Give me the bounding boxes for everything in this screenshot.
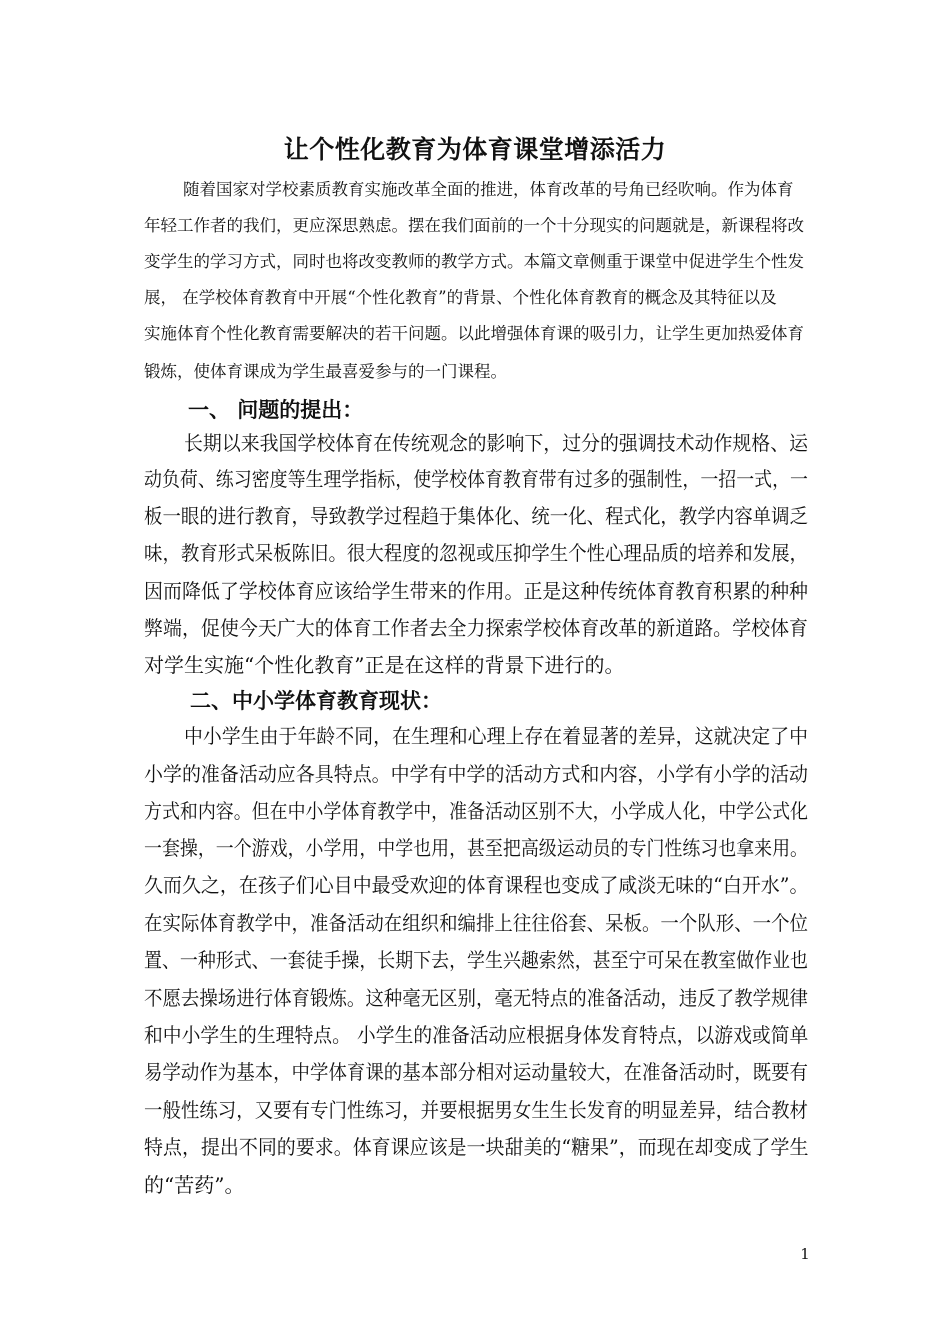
page-number: 1	[800, 1245, 810, 1263]
paragraph-line: 一套操，一个游戏，小学用，中学也用，甚至把高级运动员的专门性练习也拿来用。	[144, 836, 809, 860]
paragraph-line: 一般性练习，又要有专门性练习，并要根据男女生生长发育的明显差异，结合教材	[144, 1098, 808, 1122]
paragraph-line: 实施体育个性化教育需要解决的若干问题。以此增强体育课的吸引力，让学生更加热爱体育	[144, 324, 804, 343]
paragraph-line: 长期以来我国学校体育在传统观念的影响下，过分的强调技术动作规格、运	[184, 431, 809, 455]
paragraph-line: 置、一种形式、一套徒手操，长期下去，学生兴趣索然，甚至宁可呆在教室做作业也	[144, 948, 809, 972]
section-heading-1: 一、 问题的提出：	[188, 397, 364, 422]
paragraph-line: 易学动作为基本，中学体育课的基本部分相对运动量较大，在准备活动时，既要有	[144, 1060, 808, 1084]
paragraph-line: 在实际体育教学中，准备活动在组织和编排上往往俗套、呆板。一个队形、一个位	[144, 911, 808, 935]
paragraph-line: 弊端，促使今天广大的体育工作者去全力探索学校体育改革的新道路。学校体育	[144, 616, 809, 640]
paragraph-line: 因而降低了学校体育应该给学生带来的作用。正是这种传统体育教育积累的种种	[144, 579, 809, 603]
paragraph-line: 锻炼，使体育课成为学生最喜爱参与的一门课程。	[144, 362, 507, 381]
paragraph-line: 年轻工作者的我们，更应深思熟虑。摆在我们面前的一个十分现实的问题就是，新课程将改	[144, 216, 804, 235]
paragraph-line: 不愿去操场进行体育锻炼。这种毫无区别，毫无特点的准备活动，违反了教学规律	[144, 986, 808, 1010]
paragraph-line: 动负荷、练习密度等生理学指标，使学校体育教育带有过多的强制性，一招一式，一	[144, 467, 809, 491]
paragraph-line: 展， 在学校体育教育中开展“个性化教育”的背景、个性化体育教育的概念及其特征以及	[144, 288, 777, 307]
paragraph-line: 板一眼的进行教育，导致教学过程趋于集体化、统一化、程式化，教学内容单调乏	[144, 504, 808, 528]
section-heading-2: 二、中小学体育教育现状：	[190, 688, 442, 713]
paragraph-line: 味，教育形式呆板陈旧。很大程度的忽视或压抑学生个性心理品质的培养和发展，	[144, 541, 808, 565]
paragraph-line: 小学的准备活动应各具特点。中学有中学的活动方式和内容，小学有小学的活动	[144, 762, 809, 786]
paragraph-line: 对学生实施“个性化教育”正是在这样的背景下进行的。	[144, 653, 625, 677]
paragraph-line: 变学生的学习方式，同时也将改变教师的教学方式。本篇文章侧重于课堂中促进学生个性发	[144, 252, 804, 271]
paragraph-line: 中小学生由于年龄不同，在生理和心理上存在着显著的差异，这就决定了中	[184, 724, 809, 748]
paragraph-line: 方式和内容。但在中小学体育教学中，准备活动区别不大，小学成人化，中学公式化	[144, 799, 809, 823]
paragraph-line: 的“苦药”。	[144, 1173, 245, 1197]
paragraph-line: 特点，提出不同的要求。体育课应该是一块甜美的“糖果”，而现在却变成了学生	[144, 1135, 809, 1159]
paragraph-line: 久而久之，在孩子们心目中最受欢迎的体育课程也变成了咸淡无味的“白开水”。	[144, 873, 809, 897]
paragraph-line: 和中小学生的生理特点。 小学生的准备活动应根据身体发育特点，以游戏或简单	[144, 1023, 809, 1047]
document-title: 让个性化教育为体育课堂增添活力	[283, 135, 667, 164]
paragraph-line: 随着国家对学校素质教育实施改革全面的推进，体育改革的号角已经吹响。作为体育	[183, 180, 794, 199]
